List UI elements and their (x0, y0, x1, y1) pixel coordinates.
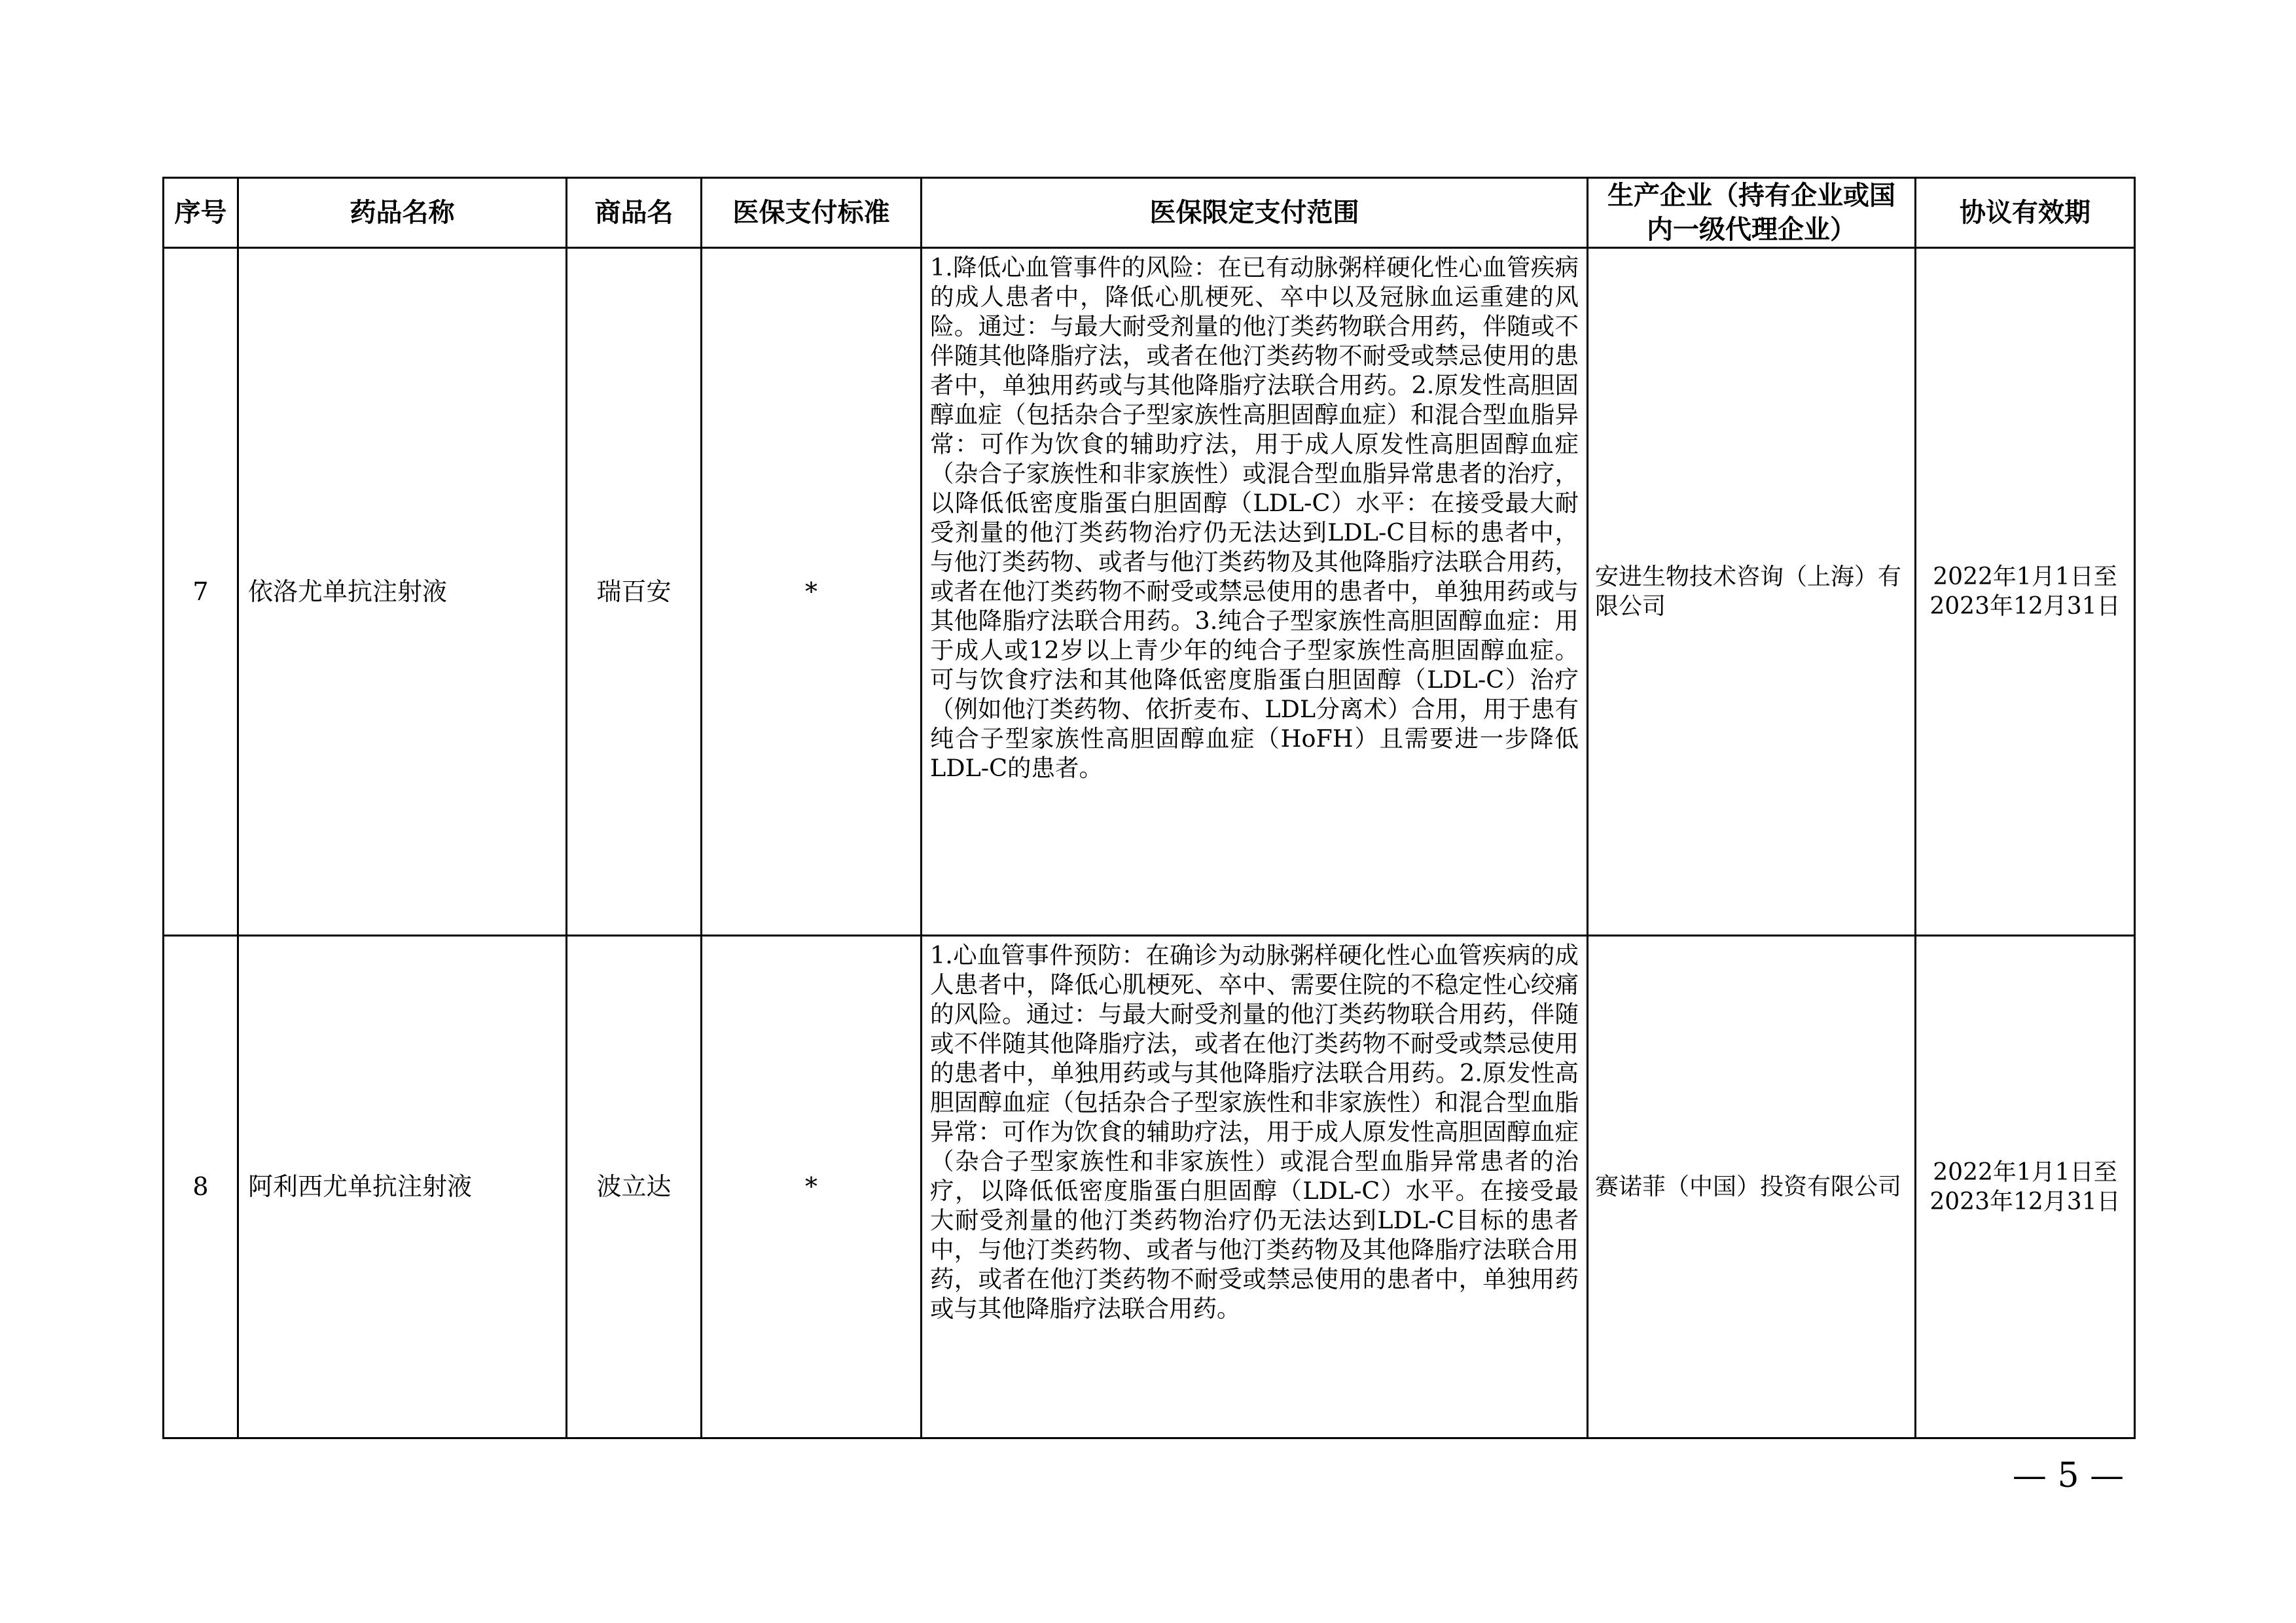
cell-drug-name: 依洛尤单抗注射液 (238, 248, 567, 936)
cell-payment-scope: 1.降低心血管事件的风险：在已有动脉粥样硬化性心血管疾病的成人患者中，降低心肌梗死、卒中以及冠脉血运重建的风险。通过：与最大耐受剂量的他汀类药物联合用药，伴随或不伴随其他降脂疗法，或者在他汀类药物不耐受或禁忌使用的患者中，单独用药或与其他降脂疗法联合用药。2.原发性高胆固醇血症（包括杂合子型家族性高胆固醇血症）和混合型血脂异常：可作为饮食的辅助疗法，用于成人原发性高胆固醇血症（杂合子家族性和非家族性）或混合型血脂异常患者的治疗，以降低低密度脂蛋白胆固醇（LDL-C）水平：在接受最大耐受剂量的他汀类药物治疗仍无法达到LDL-C目标的患者中，与他汀类药物、或者与他汀类药物及其他降脂疗法联合用药，或者在他汀类药物不耐受或禁忌使用的患者中，单独用药或与其他降脂疗法联合用药。3.纯合子型家族性高胆固醇血症：用于成人或12岁以上青少年的纯合子型家族性高胆固醇血症。可与饮食疗法和其他降低密度脂蛋白胆固醇（LDL-C）治疗（例如他汀类药物、依折麦布、LDL分离术）合用，用于患有纯合子型家族性高胆固醇血症（HoFH）且需要进一步降低LDL-C的患者。 (922, 248, 1588, 936)
header-validity: 协议有效期 (1916, 178, 2135, 248)
cell-payment-standard: * (702, 936, 922, 1438)
cell-drug-name: 阿利西尤单抗注射液 (238, 936, 567, 1438)
header-index: 序号 (164, 178, 238, 248)
table-row (164, 248, 2135, 936)
cell-brand-name: 波立达 (567, 936, 702, 1438)
header-payment-scope: 医保限定支付范围 (922, 178, 1588, 248)
cell-validity: 2022年1月1日至2023年12月31日 (1916, 248, 2135, 936)
header-brand-name: 商品名 (567, 178, 702, 248)
cell-index: 7 (164, 248, 238, 936)
cell-validity: 2022年1月1日至2023年12月31日 (1916, 936, 2135, 1438)
page-number: — 5 — (2012, 1456, 2125, 1495)
header-manufacturer: 生产企业（持有企业或国内一级代理企业） (1588, 178, 1916, 248)
drug-catalog-table (162, 177, 2136, 1439)
cell-brand-name: 瑞百安 (567, 248, 702, 936)
cell-manufacturer: 安进生物技术咨询（上海）有限公司 (1588, 248, 1916, 936)
cell-payment-standard: * (702, 248, 922, 936)
header-drug-name: 药品名称 (238, 178, 567, 248)
header-payment-standard: 医保支付标准 (702, 178, 922, 248)
cell-payment-scope: 1.心血管事件预防：在确诊为动脉粥样硬化性心血管疾病的成人患者中，降低心肌梗死、卒中、需要住院的不稳定性心绞痛的风险。通过：与最大耐受剂量的他汀类药物联合用药，伴随或不伴随其他降脂疗法，或者在他汀类药物不耐受或禁忌使用的患者中，单独用药或与其他降脂疗法联合用药。2.原发性高胆固醇血症（包括杂合子型家族性和非家族性）和混合型血脂异常：可作为饮食的辅助疗法，用于成人原发性高胆固醇血症（杂合子型家族性和非家族性）或混合型血脂异常患者的治疗，以降低低密度脂蛋白胆固醇（LDL-C）水平。在接受最大耐受剂量的他汀类药物治疗仍无法达到LDL-C目标的患者中，与他汀类药物、或者与他汀类药物及其他降脂疗法联合用药，或者在他汀类药物不耐受或禁忌使用的患者中，单独用药或与其他降脂疗法联合用药。 (922, 936, 1588, 1438)
cell-manufacturer: 赛诺菲（中国）投资有限公司 (1588, 936, 1916, 1438)
table-header-row (164, 178, 2135, 248)
table-row (164, 936, 2135, 1438)
cell-index: 8 (164, 936, 238, 1438)
